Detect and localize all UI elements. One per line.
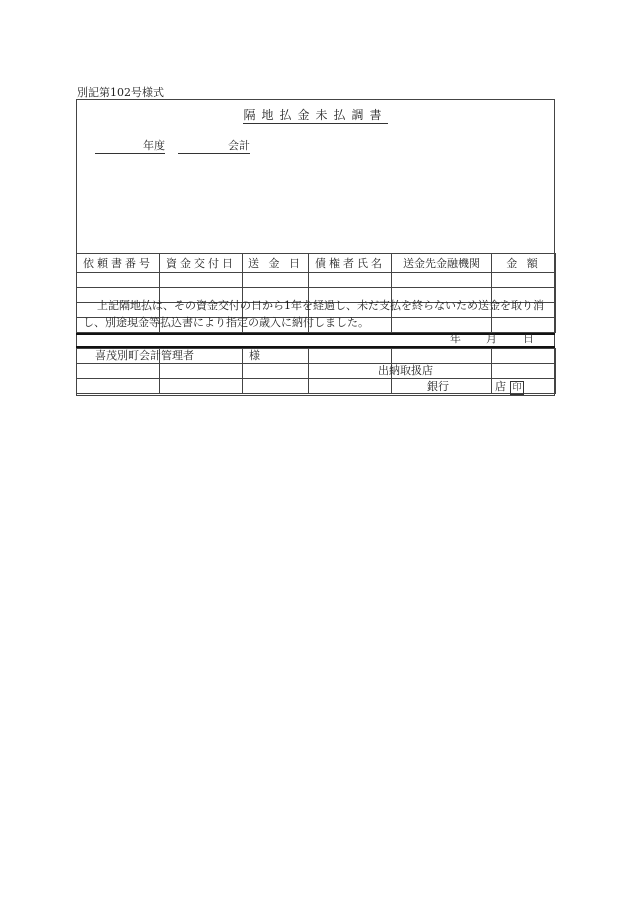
cell[interactable] [77, 379, 160, 394]
cell[interactable] [243, 379, 309, 394]
cell[interactable] [243, 364, 309, 379]
table-header-row [77, 254, 556, 273]
seal-icon: 印 [510, 381, 524, 395]
account-label: 会計 [228, 139, 250, 152]
col-creditor-name: 債権者氏名 [309, 254, 392, 273]
col-bank: 送金先金融機関 [392, 254, 492, 273]
account-blank[interactable] [178, 137, 250, 154]
cell[interactable] [77, 364, 160, 379]
col-funding-date: 資金交付日 [160, 254, 243, 273]
addressee-honorific: 様 [249, 349, 260, 362]
col-remittance-date: 送 金 日 [243, 254, 309, 273]
cell[interactable] [492, 273, 556, 288]
cell[interactable] [392, 273, 492, 288]
cell[interactable] [309, 379, 392, 394]
agent-label: 出納取扱店 [378, 364, 433, 377]
fiscal-year-blank[interactable] [95, 137, 165, 154]
fiscal-year-field [95, 137, 165, 154]
col-request-number: 依頼書番号 [77, 254, 160, 273]
branch-field [495, 378, 524, 395]
bank-label: 銀行 [427, 380, 449, 393]
form-number: 別記第102号様式 [77, 86, 164, 99]
addressee-name: 喜茂別町会計管理者 [95, 349, 194, 362]
cell[interactable] [492, 364, 556, 379]
cell[interactable] [492, 349, 556, 364]
table-row [77, 273, 556, 288]
cell[interactable] [243, 273, 309, 288]
cell[interactable] [160, 273, 243, 288]
cell[interactable] [160, 379, 243, 394]
branch-label: 店 [495, 380, 506, 393]
break-line-top [76, 333, 555, 335]
col-amount: 金 額 [492, 254, 556, 273]
cell[interactable] [160, 364, 243, 379]
table-row [77, 379, 556, 394]
account-field [178, 137, 250, 154]
date-month-label: 月 [486, 332, 497, 345]
date-day-label: 日 [523, 332, 534, 345]
form-title: 隔地払金未払調書 [243, 108, 388, 122]
cell[interactable] [77, 273, 160, 288]
fiscal-year-label: 年度 [143, 139, 165, 152]
unpaid-remittance-form [76, 99, 555, 396]
cell[interactable] [309, 273, 392, 288]
statement-text: 上記隔地払は、その資金交付の日から1年を経過し、未だ支払を終らないため送金を取り消し、別途現金等払込書により指定の歳入に納付しました。 [83, 299, 544, 329]
table-row [77, 364, 556, 379]
date-year-label: 年 [450, 332, 461, 345]
